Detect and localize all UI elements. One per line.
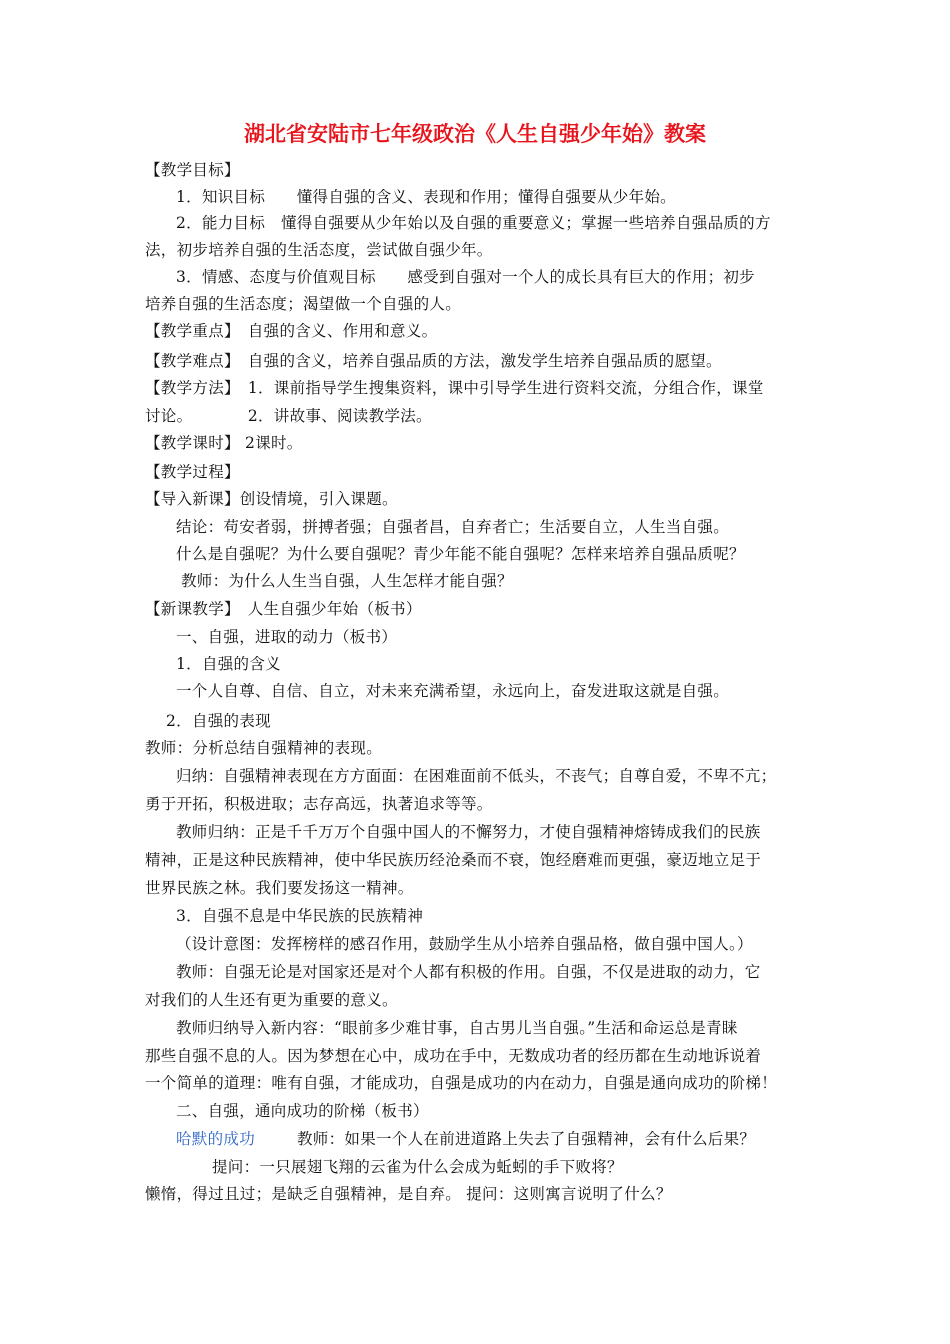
text-line: （设计意图：发挥榜样的感召作用，鼓励学生从小培养自强品格，做自强中国人。） — [176, 935, 753, 953]
text-line: 【教学目标】 — [145, 161, 240, 179]
text-line: 讨论。 2．讲故事、阅读教学法。 — [145, 407, 432, 425]
text-line: 教师：分析总结自强精神的表现。 — [145, 739, 383, 757]
text-line: 【新课教学】 人生自强少年始（板书） — [145, 600, 422, 618]
text-line: 精神，正是这种民族精神，使中华民族历经沧桑而不衰，饱经磨难而更强，豪迈地立足于 — [145, 851, 762, 869]
text-line: 【教学课时】 2课时。 — [145, 434, 303, 452]
hammer-success-link[interactable]: 哈默的成功 — [176, 1130, 256, 1148]
text-line: 教师归纳导入新内容：“眼前多少难甘事，自古男儿当自强。”生活和命运总是青睐 — [176, 1019, 738, 1037]
text-line: 培养自强的生活态度；渴望做一个自强的人。 — [145, 295, 462, 313]
text-line: 结论：苟安者弱，拼搏者强；自强者昌，自弃者亡；生活要自立，人生当自强。 — [176, 518, 730, 536]
text-line: 对我们的人生还有更为重要的意义。 — [145, 991, 398, 1009]
text-line: 那些自强不息的人。因为梦想在心中，成功在手中，无数成功者的经历都在生动地诉说着 — [145, 1047, 762, 1065]
text-line: 【教学过程】 — [145, 463, 240, 481]
text-line: 世界民族之林。我们要发扬这一精神。 — [145, 879, 414, 897]
text-line: 懒惰，得过且过；是缺乏自强精神，是自弃。 提问：这则寓言说明了什么？ — [145, 1185, 672, 1203]
text-line: 教师：为什么人生当自强，人生怎样才能自强？ — [181, 572, 513, 590]
text-line: 提问：一只展翅飞翔的云雀为什么会成为蚯蚓的手下败将？ — [212, 1158, 623, 1176]
text-line: 2．能力目标 懂得自强要从少年始以及自强的重要意义；掌握一些培养自强品质的方 — [176, 214, 771, 232]
text-line: 3．情感、态度与价值观目标 感受到自强对一个人的成长具有巨大的作用；初步 — [176, 268, 755, 286]
text-line: 什么是自强呢？为什么要自强呢？青少年能不能自强呢？怎样来培养自强品质呢？ — [176, 545, 745, 563]
text-line: 二、自强，通向成功的阶梯（板书） — [176, 1102, 429, 1120]
text-line: 法，初步培养自强的生活态度，尝试做自强少年。 — [145, 241, 493, 259]
text-line: 归纳：自强精神表现在方方面面：在困难面前不低头，不丧气；自尊自爱，不卑不亢； — [176, 767, 777, 785]
text-line: 一个人自尊、自信、自立，对未来充满希望，永远向上，奋发进取这就是自强。 — [176, 682, 730, 700]
text-line: 教师：如果一个人在前进道路上失去了自强精神，会有什么后果？ — [297, 1130, 756, 1148]
text-line: 2．自强的表现 — [166, 712, 271, 730]
text-line: 1．自强的含义 — [176, 655, 281, 673]
text-line: 【教学重点】 自强的含义、作用和意义。 — [145, 322, 438, 340]
text-line: 3．自强不息是中华民族的民族精神 — [176, 907, 424, 925]
text-line: 教师：自强无论是对国家还是对个人都有积极的作用。自强，不仅是进取的动力，它 — [176, 963, 761, 981]
text-line: 一个简单的道理：唯有自强，才能成功，自强是成功的内在动力，自强是通向成功的阶梯！ — [145, 1074, 778, 1092]
text-line: 教师归纳：正是千千万万个自强中国人的不懈努力，才使自强精神熔铸成我们的民族 — [176, 823, 761, 841]
text-line: 一、自强，进取的动力（板书） — [176, 628, 398, 646]
document-title: 湖北省安陆市七年级政治《人生自强少年始》教案 — [244, 121, 706, 146]
text-line: 1．知识目标 懂得自强的含义、表现和作用；懂得自强要从少年始。 — [176, 188, 676, 206]
text-line: 勇于开拓，积极进取；志存高远，执著追求等等。 — [145, 795, 493, 813]
text-line: 【导入新课】创设情境，引入课题。 — [145, 490, 398, 508]
text-line: 【教学难点】 自强的含义，培养自强品质的方法，激发学生培养自强品质的愿望。 — [145, 352, 722, 370]
text-line: 【教学方法】 1．课前指导学生搜集资料，课中引导学生进行资料交流，分组合作，课堂 — [145, 379, 764, 397]
